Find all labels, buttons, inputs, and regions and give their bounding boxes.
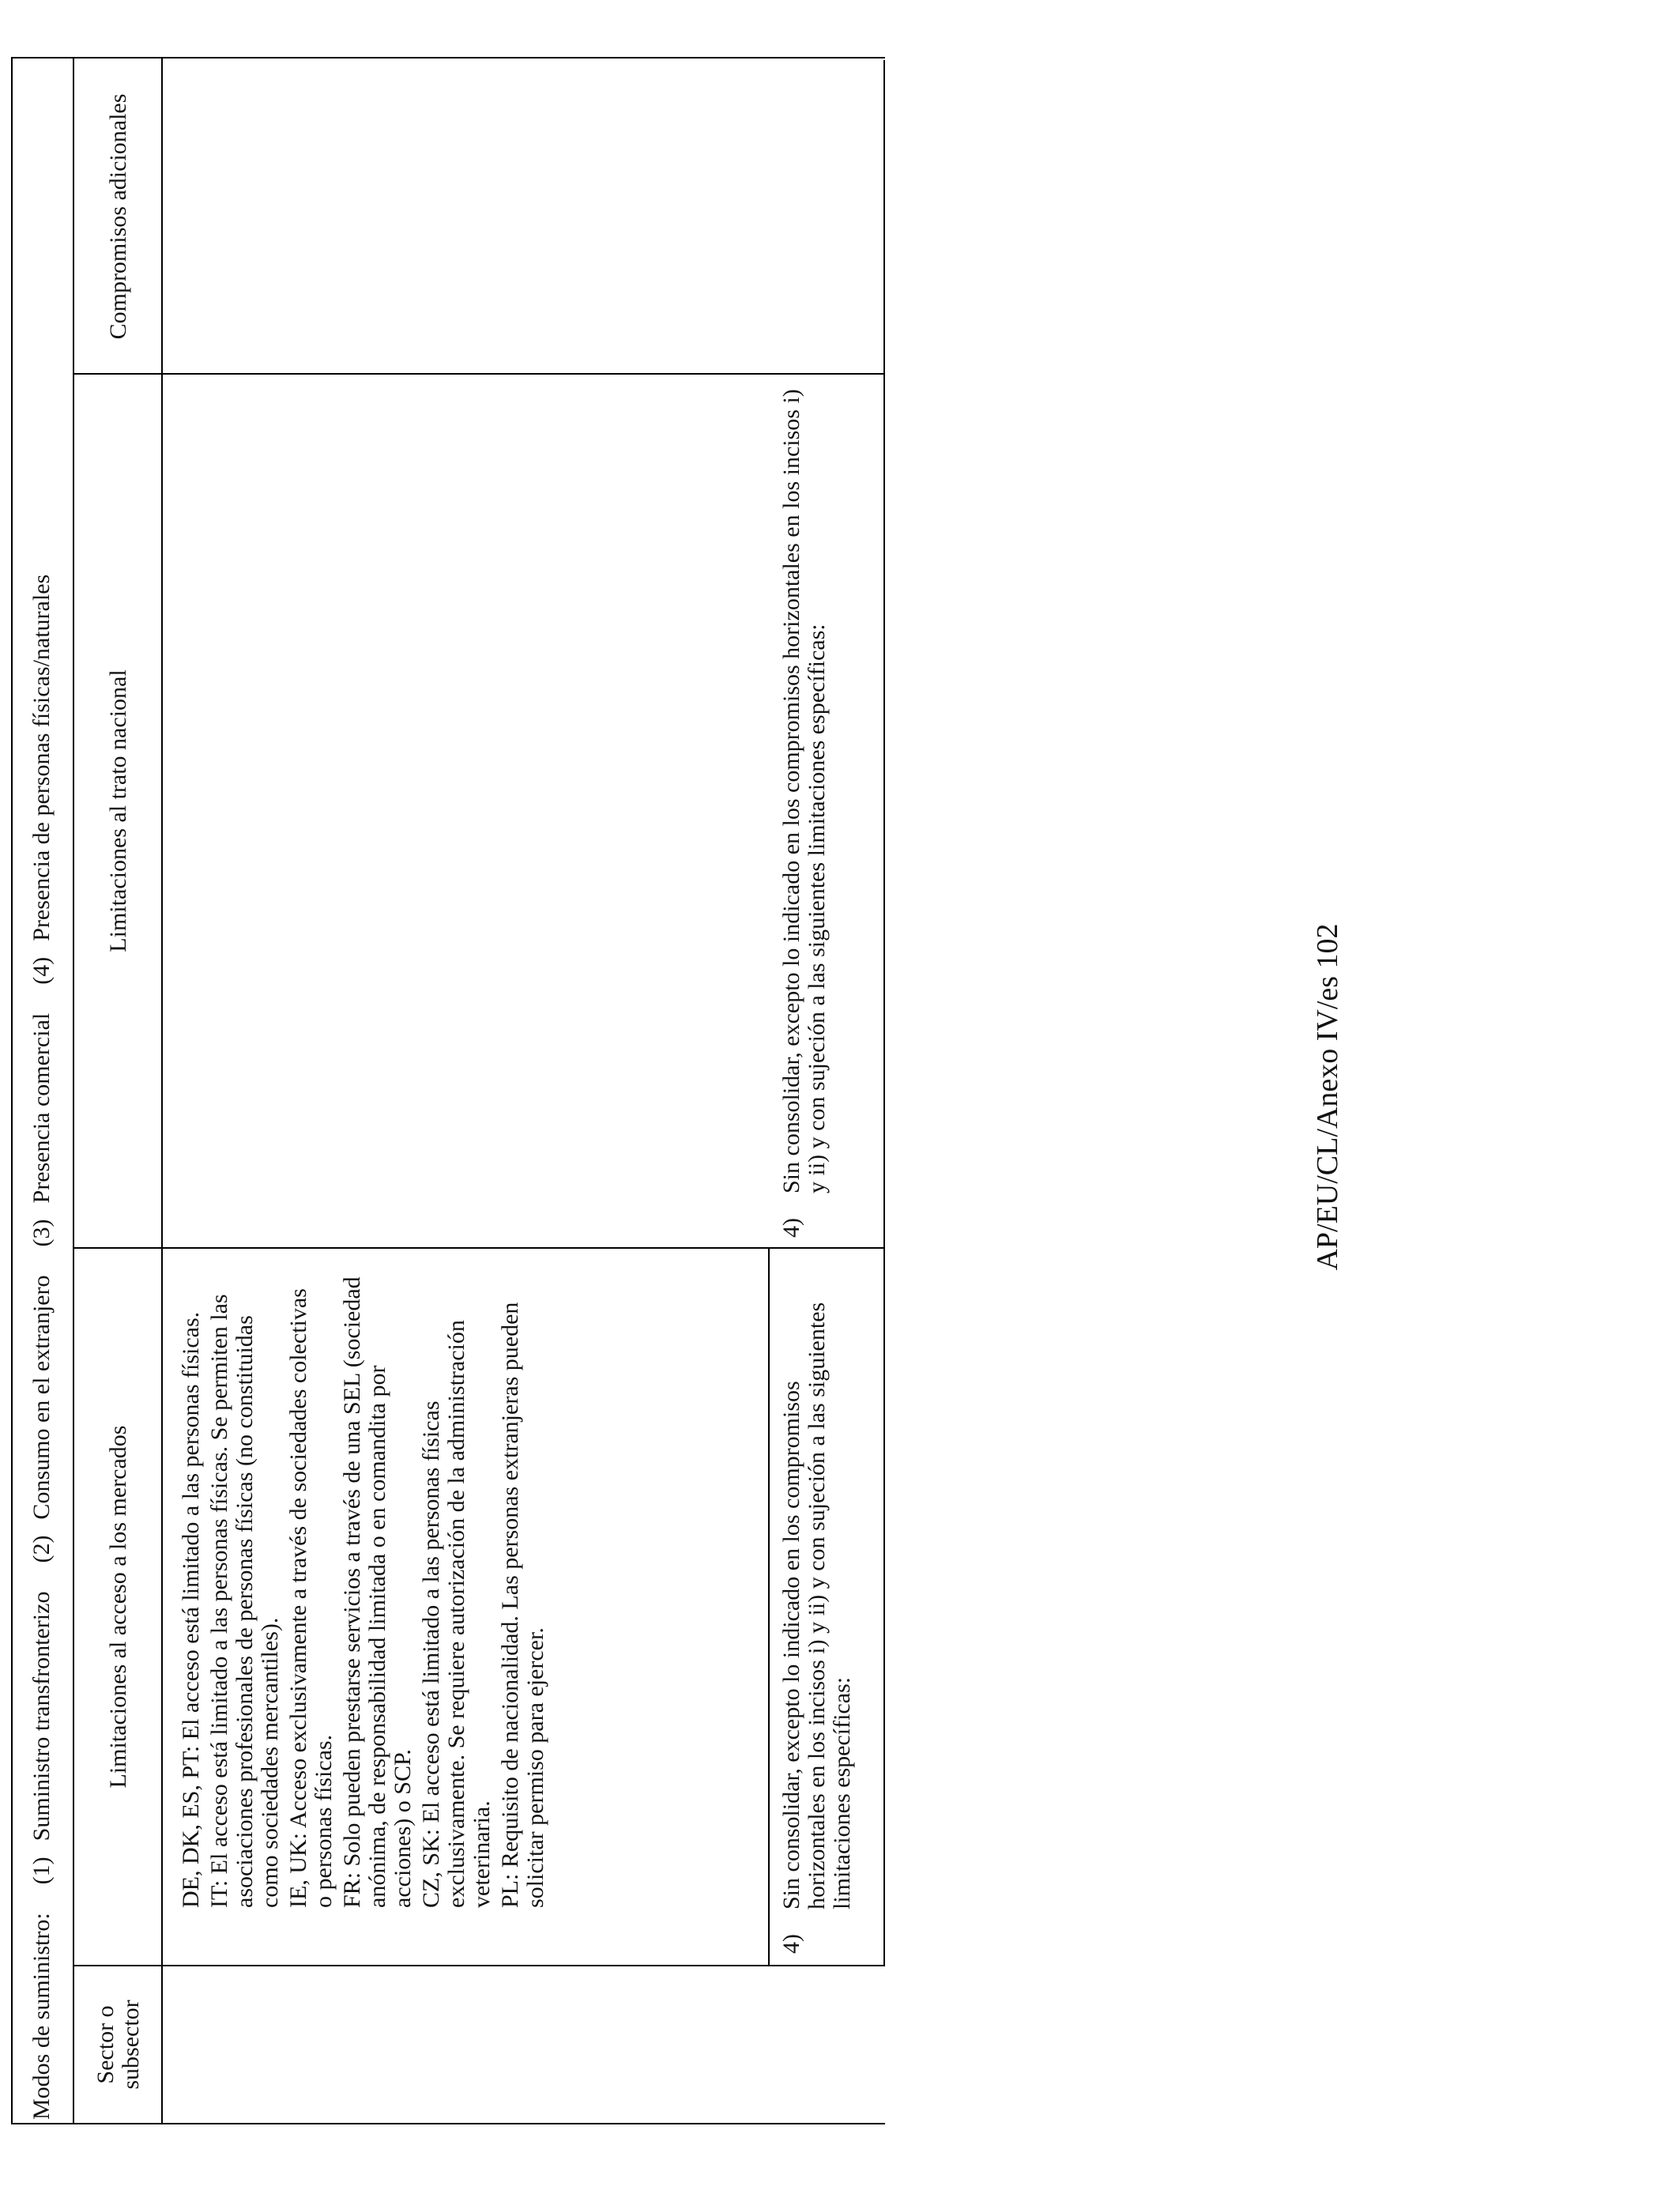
column-divider-1 bbox=[73, 1965, 885, 1966]
national-mode4-text: Sin consolidar, excepto lo indicado en los compromisos horizontales en los incisos i) y ii) y con sujeción a las siguientes limitaciones específicas: bbox=[778, 389, 830, 1193]
market-mode4-item bbox=[779, 1263, 855, 1958]
market-mode4-rule bbox=[768, 1249, 770, 1965]
market-access-paragraphs bbox=[179, 1272, 548, 1952]
market-paragraph: CZ, SK: El acceso está limitado a las personas físicas exclusivamente. Se requiere autorización de la administración veterinaria. bbox=[418, 1320, 495, 1908]
market-access-cell bbox=[179, 1272, 552, 1952]
market-paragraph: DE, DK, ES, PT: El acceso está limitado a las personas físicas. bbox=[178, 1311, 204, 1908]
market-mode4-text: Sin consolidar, excepto lo indicado en los compromisos horizontales en los incisos i) y ii) y con sujeción a las siguientes limitaciones específicas: bbox=[778, 1302, 855, 1909]
commitments-table bbox=[11, 57, 885, 2124]
mode-3-label: Presencia comercial bbox=[28, 1012, 55, 1204]
modes-label: Modos de suministro: bbox=[28, 1913, 55, 2120]
column-divider-3 bbox=[73, 373, 885, 375]
market-paragraph: PL: Requisito de nacionalidad. Las personas extranjeras pueden solicitar permiso para ejercer. bbox=[497, 1302, 548, 1908]
header-market-access: Limitaciones al acceso a los mercados bbox=[105, 1425, 131, 1789]
market-paragraph: IE, UK: Acceso exclusivamente a través de sociedades colectivas o personas físicas. bbox=[285, 1288, 337, 1908]
header-sector: Sector o subsector bbox=[92, 2000, 144, 2090]
market-paragraph: FR: Solo pueden prestarse servicios a través de una SEL (sociedad anónima, de responsabilidad limitada o en comandita por acciones) o SCP. bbox=[339, 1276, 416, 1908]
mode-1-label: Suministro transfronterizo bbox=[28, 1591, 55, 1842]
section-bottom-rule bbox=[883, 60, 885, 1965]
page-footer-reference: AP/EU/CL/Anexo IV/es 102 bbox=[1311, 923, 1344, 1271]
header-national-treatment: Limitaciones al trato nacional bbox=[105, 669, 131, 952]
header-additional-commitments: Compromisos adicionales bbox=[105, 93, 131, 340]
mode-2-number: (2) bbox=[28, 1535, 55, 1563]
mode-4-label: Presencia de personas físicas/naturales bbox=[28, 574, 55, 941]
market-paragraph: IT: El acceso está limitado a las personas físicas. Se permiten las asociaciones profesionales de personas físicas (no constituidas como sociedades mercantiles). bbox=[206, 1294, 283, 1908]
national-mode4-number: 4) bbox=[778, 1218, 804, 1238]
market-mode4-number: 4) bbox=[778, 1934, 804, 1954]
modes-of-supply-row bbox=[11, 58, 73, 2123]
mode-1-number: (1) bbox=[28, 1857, 55, 1885]
mode-4-number: (4) bbox=[28, 956, 55, 985]
column-divider-2 bbox=[73, 1247, 885, 1249]
mode-3-number: (3) bbox=[28, 1219, 55, 1247]
mode-2-label: Consumo en el extranjero bbox=[28, 1275, 55, 1520]
national-mode4-item bbox=[779, 389, 830, 1242]
